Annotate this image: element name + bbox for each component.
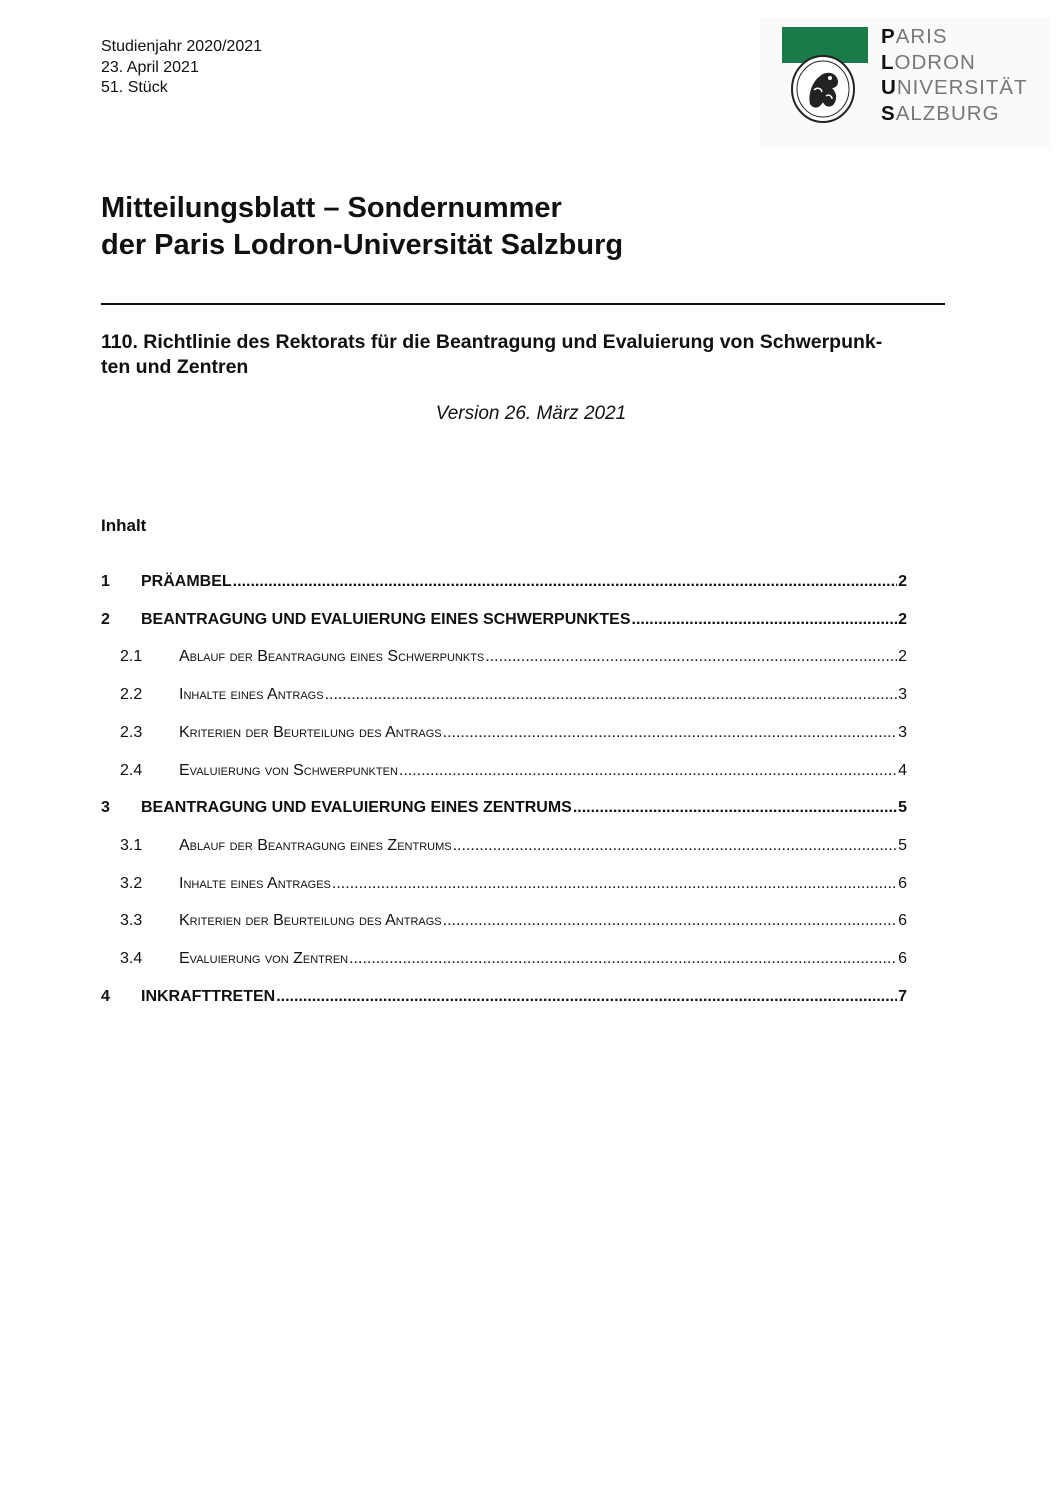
toc-dot-leader xyxy=(332,873,897,895)
toc-entry[interactable] xyxy=(101,986,907,1008)
toc-dot-leader xyxy=(349,948,897,970)
toc-entry-label: Evaluierung von Schwerpunkten xyxy=(179,762,398,779)
toc-dot-leader xyxy=(399,760,897,782)
toc-entry[interactable] xyxy=(101,760,907,782)
toc-entry-number: 4 xyxy=(101,988,110,1005)
toc-entry-page: 3 xyxy=(898,724,907,741)
toc-entry-number: 3.2 xyxy=(120,875,143,892)
toc-entry-page: 6 xyxy=(898,950,907,967)
toc-entry-label: Kriterien der Beurteilung des Antrags xyxy=(179,724,442,741)
toc-dot-leader xyxy=(632,609,898,631)
regulation-title-line-2: ten und Zentren xyxy=(101,356,249,378)
toc-entry[interactable] xyxy=(101,571,907,593)
toc-entry-number: 1 xyxy=(101,573,110,590)
toc-entry-page: 6 xyxy=(898,912,907,929)
toc-entry[interactable] xyxy=(101,910,907,932)
toc-dot-leader xyxy=(443,722,897,744)
toc-entry-number: 3.4 xyxy=(120,950,143,967)
toc-entry[interactable] xyxy=(101,684,907,706)
lion-seal-icon xyxy=(790,54,856,124)
toc-entry[interactable] xyxy=(101,722,907,744)
toc-entry-page: 2 xyxy=(898,648,907,665)
toc-entry[interactable] xyxy=(101,646,907,668)
academic-year: Studienjahr 2020/2021 xyxy=(101,38,263,55)
title-line-1: Mitteilungsblatt – Sondernummer xyxy=(101,192,562,224)
document-meta xyxy=(101,37,262,99)
toc-entry-number: 2.4 xyxy=(120,762,143,779)
toc-entry-number: 3.3 xyxy=(120,912,143,929)
toc-entry[interactable] xyxy=(101,873,907,895)
regulation-title xyxy=(101,330,961,380)
toc-entry-label: INKRAFTTRETEN xyxy=(141,988,276,1005)
document-title xyxy=(101,190,623,264)
title-line-2: der Paris Lodron-Universität Salzburg xyxy=(101,229,624,261)
toc-entry-number: 2.3 xyxy=(120,724,143,741)
university-logo xyxy=(760,18,1050,148)
title-divider xyxy=(101,303,945,305)
toc-entry-page: 2 xyxy=(898,611,907,628)
toc-dot-leader xyxy=(276,986,897,1008)
issue-number: 51. Stück xyxy=(101,79,168,96)
toc-entry-label: Evaluierung von Zentren xyxy=(179,950,349,967)
toc-entry-label: Inhalte eines Antrags xyxy=(179,686,324,703)
toc-entry-label: Ablauf der Beantragung eines Schwerpunkts xyxy=(179,648,485,665)
toc-dot-leader xyxy=(453,835,898,857)
logo-wordmark: PARIS LODRON UNIVERSITÄT SALZBURG xyxy=(881,25,1028,125)
toc-entry[interactable] xyxy=(101,948,907,970)
toc-dot-leader xyxy=(485,646,897,668)
toc-entry-number: 3 xyxy=(101,799,110,816)
toc-entry-number: 2.1 xyxy=(120,648,143,665)
toc-entry-number: 3.1 xyxy=(120,837,143,854)
version-note: Version 26. März 2021 xyxy=(435,403,627,424)
toc-entry-page: 3 xyxy=(898,686,907,703)
toc-entry-page: 5 xyxy=(898,799,907,816)
toc-entry-page: 4 xyxy=(898,762,907,779)
toc-dot-leader xyxy=(443,910,897,932)
toc-entry-label: Kriterien der Beurteilung des Antrags xyxy=(179,912,442,929)
toc-entry-label: PRÄAMBEL xyxy=(141,573,232,590)
toc-entry-number: 2 xyxy=(101,611,110,628)
toc-entry-page: 2 xyxy=(898,573,907,590)
toc-entry-page: 5 xyxy=(898,837,907,854)
toc-dot-leader xyxy=(325,684,898,706)
toc-entry-label: BEANTRAGUNG UND EVALUIERUNG EINES ZENTRUMS xyxy=(141,799,572,816)
toc-entry-label: BEANTRAGUNG UND EVALUIERUNG EINES SCHWERPUNKTES xyxy=(141,611,631,628)
toc-dot-leader xyxy=(573,797,897,819)
toc-dot-leader xyxy=(233,571,897,593)
toc-entry-page: 6 xyxy=(898,875,907,892)
toc-entry-label: Ablauf der Beantragung eines Zentrums xyxy=(179,837,452,854)
toc-entry-label: Inhalte eines Antrages xyxy=(179,875,331,892)
toc-heading: Inhalt xyxy=(101,516,147,535)
toc-entry[interactable] xyxy=(101,797,907,819)
toc-entry-number: 2.2 xyxy=(120,686,143,703)
toc-entry[interactable] xyxy=(101,835,907,857)
regulation-title-line-1: 110. Richtlinie des Rektorats für die Beantragung und Evaluierung von Schwerpunk- xyxy=(101,331,883,353)
toc-entry[interactable] xyxy=(101,609,907,631)
toc-entry-page: 7 xyxy=(898,988,907,1005)
publication-date: 23. April 2021 xyxy=(101,58,199,76)
